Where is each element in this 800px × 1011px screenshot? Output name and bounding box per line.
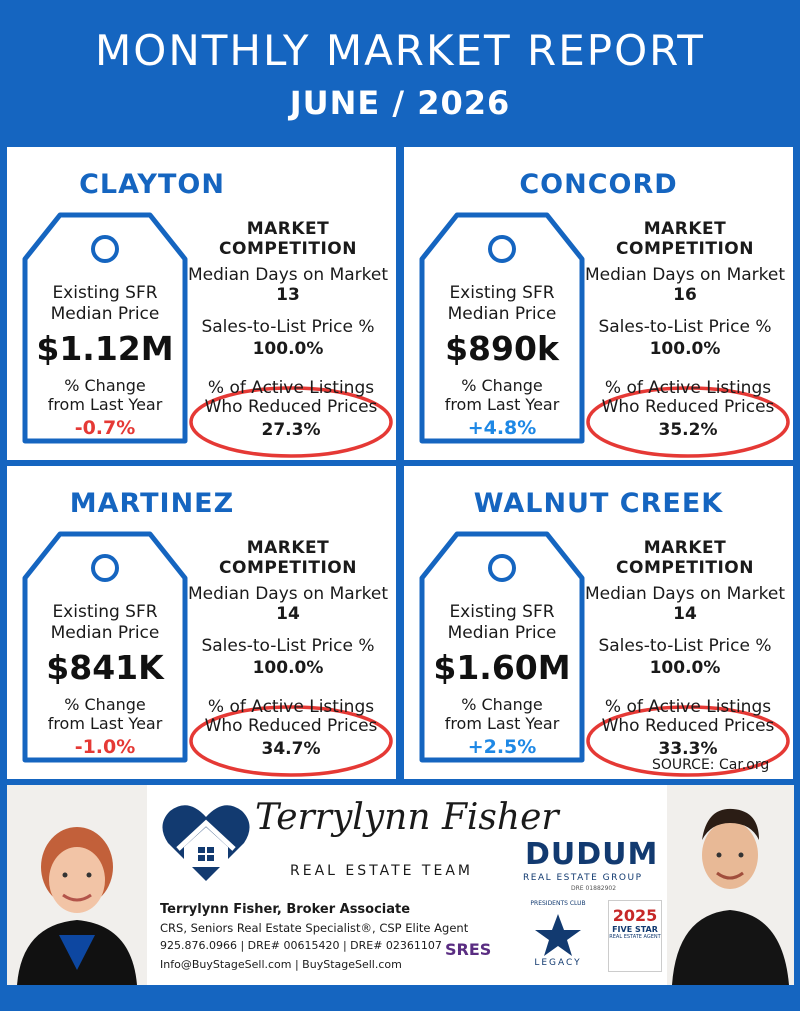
median-days-label: Median Days on Market xyxy=(584,584,786,604)
dudum-subtitle: REAL ESTATE GROUP xyxy=(523,873,643,883)
median-days-value: 14 xyxy=(673,604,697,624)
pct-change-label: % Change xyxy=(461,695,543,714)
from-last-year-label: from Last Year xyxy=(444,395,560,414)
median-days-value: 14 xyxy=(276,604,300,624)
median-price-label: Median Price xyxy=(50,304,160,324)
market-stats xyxy=(580,538,790,678)
existing-sfr-label: Existing SFR xyxy=(52,602,158,622)
team-branding xyxy=(155,785,665,985)
dudum-dre: DRE 01882902 xyxy=(571,885,617,892)
city-panel xyxy=(7,466,396,779)
footer xyxy=(7,785,794,985)
median-days-value: 13 xyxy=(276,285,300,305)
median-days-label: Median Days on Market xyxy=(187,265,389,285)
contact-info xyxy=(160,901,468,975)
active-listings-label: % of Active Listings xyxy=(604,697,772,717)
legacy-top: PRESIDENTS CLUB xyxy=(530,900,586,907)
who-reduced-label: Who Reduced Prices xyxy=(204,397,378,417)
median-price-value: $1.60M xyxy=(433,648,571,687)
from-last-year-label: from Last Year xyxy=(47,395,163,414)
median-price-label: Median Price xyxy=(50,623,160,643)
contact-phone: 925.876.0966 | DRE# 00615420 | DRE# 02361107 xyxy=(160,939,442,952)
median-price-value: $890k xyxy=(445,329,559,368)
reduced-prices-block xyxy=(584,379,792,440)
cities-grid xyxy=(7,147,794,779)
competition-heading: COMPETITION xyxy=(616,558,754,578)
active-listings-label: % of Active Listings xyxy=(207,697,375,717)
five-star-badge xyxy=(608,900,662,972)
five-star-text: FIVE STAR xyxy=(612,925,658,934)
sres-badge: SRES xyxy=(445,940,492,959)
pct-change-value: +2.5% xyxy=(467,736,537,758)
report-date: JUNE / 2026 xyxy=(289,84,511,122)
who-reduced-label: Who Reduced Prices xyxy=(601,716,775,736)
existing-sfr-label: Existing SFR xyxy=(449,283,555,303)
agent-photo-right xyxy=(667,785,794,985)
median-days-label: Median Days on Market xyxy=(187,584,389,604)
reduced-prices-value: 34.7% xyxy=(261,739,321,759)
contact-credentials: CRS, Seniors Real Estate Specialist®, CSP Elite Agent xyxy=(160,921,469,935)
pct-change-label: % Change xyxy=(64,695,146,714)
five-star-sub: REAL ESTATE AGENT xyxy=(609,934,661,940)
sales-to-list-label: Sales-to-List Price % xyxy=(201,317,375,337)
pct-change-value: +4.8% xyxy=(467,417,537,439)
reduced-prices-block xyxy=(584,698,792,759)
five-star-year: 2025 xyxy=(612,906,658,925)
contact-web: Info@BuyStageSell.com | BuyStageSell.com xyxy=(160,958,402,971)
sales-to-list-value: 100.0% xyxy=(252,339,324,359)
city-panel xyxy=(404,147,793,460)
market-stats xyxy=(183,219,393,359)
price-tag xyxy=(412,530,592,765)
median-price-label: Median Price xyxy=(447,304,557,324)
city-panel xyxy=(404,466,793,779)
competition-heading: COMPETITION xyxy=(219,239,357,259)
market-stats xyxy=(183,538,393,678)
median-price-value: $1.12M xyxy=(36,329,174,368)
reduced-prices-value: 33.3% xyxy=(658,739,718,759)
pct-change-value: -0.7% xyxy=(74,417,136,439)
pct-change-label: % Change xyxy=(64,376,146,395)
market-heading: MARKET xyxy=(246,219,330,239)
existing-sfr-label: Existing SFR xyxy=(449,602,555,622)
market-heading: MARKET xyxy=(643,538,727,558)
heart-house-icon xyxy=(160,795,252,885)
median-days-label: Median Days on Market xyxy=(584,265,786,285)
reduced-prices-block xyxy=(187,379,395,440)
competition-heading: COMPETITION xyxy=(616,239,754,259)
city-name: CONCORD xyxy=(519,169,678,200)
city-name: CLAYTON xyxy=(79,169,225,200)
from-last-year-label: from Last Year xyxy=(444,714,560,733)
price-tag xyxy=(15,211,195,446)
city-name: MARTINEZ xyxy=(69,488,235,519)
market-heading: MARKET xyxy=(246,538,330,558)
sales-to-list-value: 100.0% xyxy=(649,339,721,359)
sales-to-list-label: Sales-to-List Price % xyxy=(598,317,772,337)
pct-change-value: -1.0% xyxy=(74,736,136,758)
who-reduced-label: Who Reduced Prices xyxy=(204,716,378,736)
market-heading: MARKET xyxy=(643,219,727,239)
from-last-year-label: from Last Year xyxy=(47,714,163,733)
median-price-label: Median Price xyxy=(447,623,557,643)
sales-to-list-label: Sales-to-List Price % xyxy=(598,636,772,656)
market-stats xyxy=(580,219,790,359)
source-note: SOURCE: Car.org xyxy=(652,757,770,773)
header xyxy=(0,0,800,140)
legacy-label: LEGACY xyxy=(534,958,582,968)
agent-photo-left xyxy=(7,785,147,985)
price-tag xyxy=(15,530,195,765)
median-price-value: $841K xyxy=(46,648,164,687)
city-panel xyxy=(7,147,396,460)
median-days-value: 16 xyxy=(673,285,697,305)
active-listings-label: % of Active Listings xyxy=(207,378,375,398)
team-name: Terrylynn Fisher xyxy=(255,797,559,838)
sales-to-list-label: Sales-to-List Price % xyxy=(201,636,375,656)
report-title: MONTHLY MARKET REPORT xyxy=(95,26,705,75)
team-subtitle: REAL ESTATE TEAM xyxy=(290,863,473,879)
reduced-prices-value: 27.3% xyxy=(261,420,321,440)
sales-to-list-value: 100.0% xyxy=(252,658,324,678)
legacy-badge xyxy=(523,900,593,970)
sales-to-list-value: 100.0% xyxy=(649,658,721,678)
price-tag xyxy=(412,211,592,446)
pct-change-label: % Change xyxy=(461,376,543,395)
city-name: WALNUT CREEK xyxy=(473,488,724,519)
existing-sfr-label: Existing SFR xyxy=(52,283,158,303)
reduced-prices-value: 35.2% xyxy=(658,420,718,440)
reduced-prices-block xyxy=(187,698,395,759)
competition-heading: COMPETITION xyxy=(219,558,357,578)
contact-name: Terrylynn Fisher, Broker Associate xyxy=(160,902,411,917)
active-listings-label: % of Active Listings xyxy=(604,378,772,398)
who-reduced-label: Who Reduced Prices xyxy=(601,397,775,417)
dudum-logo: DUDUM xyxy=(525,837,659,872)
